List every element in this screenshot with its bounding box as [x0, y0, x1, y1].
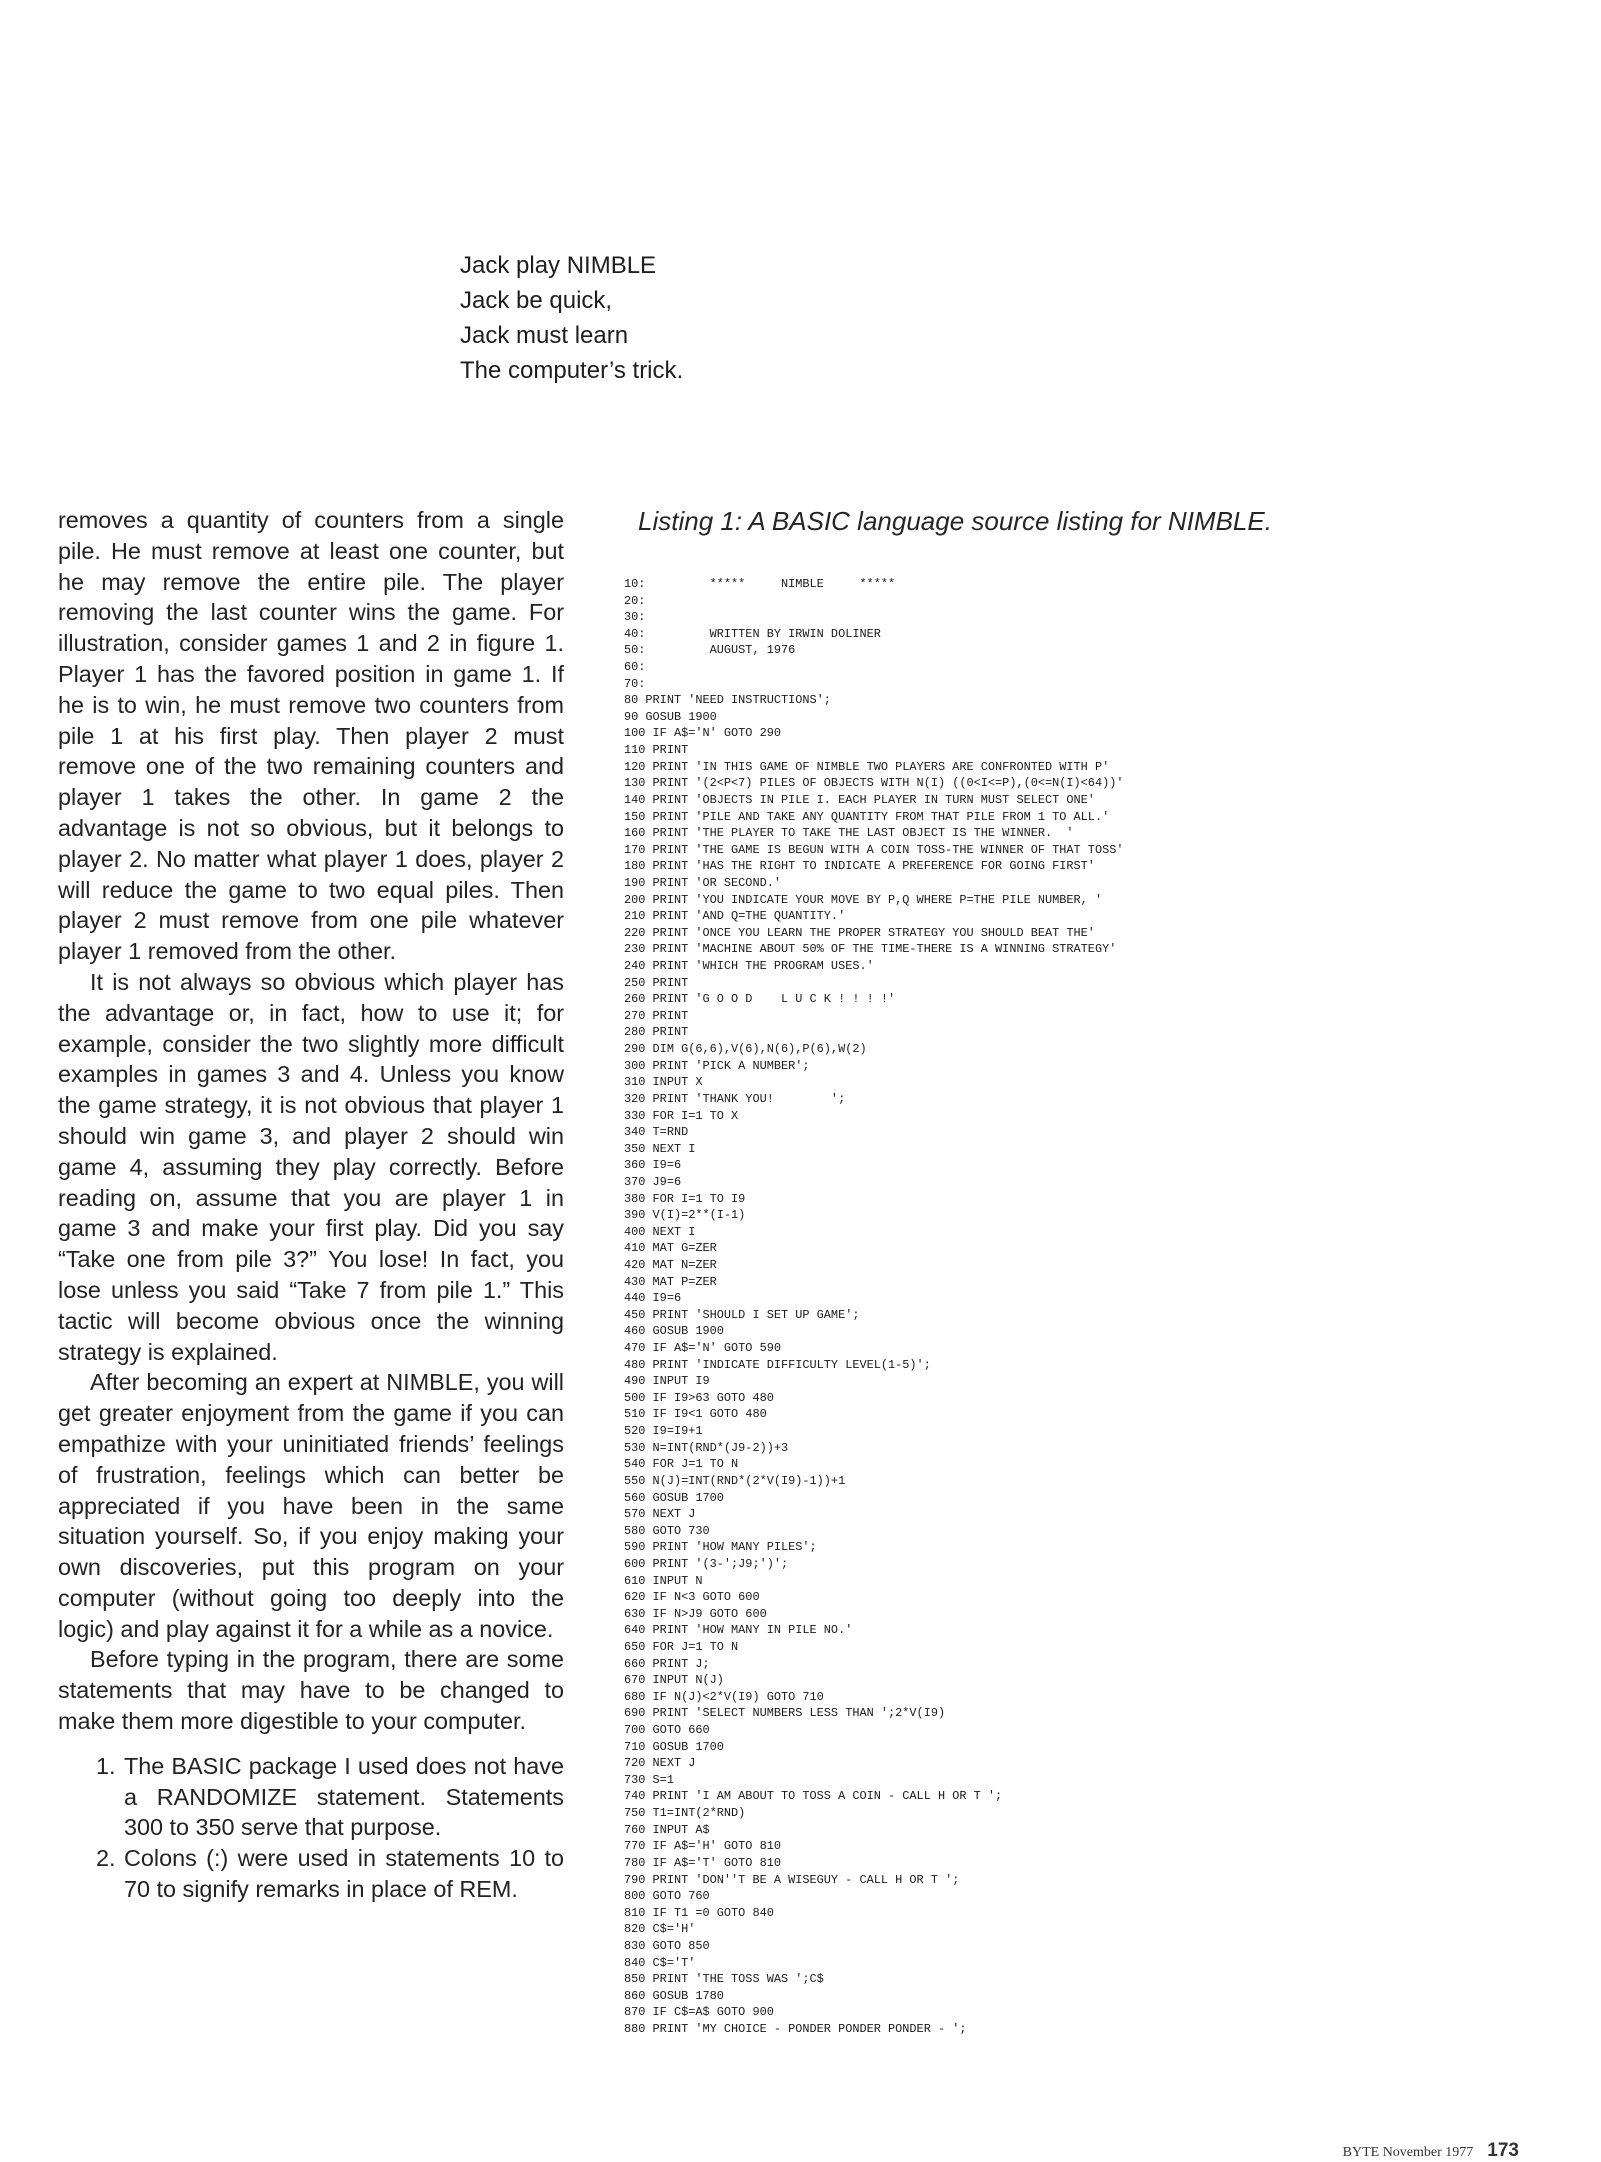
code-line: 770 IF A$='H' GOTO 810: [624, 1839, 781, 1854]
code-line: 360 I9=6: [624, 1158, 682, 1173]
code-line: 150 PRINT 'PILE AND TAKE ANY QUANTITY FROM THAT PILE FROM 1 TO ALL.': [624, 809, 1110, 824]
code-line: 580 GOTO 730: [624, 1523, 710, 1538]
code-line: 40: WRITTEN BY IRWIN DOLINER: [624, 626, 881, 641]
code-listing: [624, 576, 1124, 2038]
code-line: 90 GOSUB 1900: [624, 709, 717, 724]
poem: [460, 248, 683, 388]
code-line: 460 GOSUB 1900: [624, 1324, 724, 1339]
code-line: 790 PRINT 'DON''T BE A WISEGUY - CALL H OR T ';: [624, 1872, 960, 1887]
list-item: 1. The BASIC package I used does not have a RANDOMIZE statement. Statements 300 to 350 serve that purpose.: [122, 1751, 564, 1843]
code-line: 260 PRINT 'G O O D L U C K ! ! ! !': [624, 992, 896, 1007]
code-line: 230 PRINT 'MACHINE ABOUT 50% OF THE TIME-THERE IS A WINNING STRATEGY': [624, 942, 1117, 957]
code-line: 60:: [624, 660, 646, 675]
code-line: 710 GOSUB 1700: [624, 1739, 724, 1754]
poem-line: Jack play NIMBLE: [460, 252, 657, 279]
code-line: 810 IF T1 =0 GOTO 840: [624, 1905, 774, 1920]
code-line: 700 GOTO 660: [624, 1723, 710, 1738]
code-line: 350 NEXT I: [624, 1141, 696, 1156]
code-line: 510 IF I9<1 GOTO 480: [624, 1407, 767, 1422]
code-line: 740 PRINT 'I AM ABOUT TO TOSS A COIN - CALL H OR T ';: [624, 1789, 1003, 1804]
code-line: 300 PRINT 'PICK A NUMBER';: [624, 1058, 810, 1073]
code-line: 200 PRINT 'YOU INDICATE YOUR MOVE BY P,Q WHERE P=THE PILE NUMBER, ': [624, 892, 1103, 907]
code-line: 50: AUGUST, 1976: [624, 643, 796, 658]
code-line: 780 IF A$='T' GOTO 810: [624, 1855, 781, 1870]
code-line: 620 IF N<3 GOTO 600: [624, 1590, 760, 1605]
code-line: 850 PRINT 'THE TOSS WAS ';C$: [624, 1972, 824, 1987]
poem-line: Jack be quick,: [460, 287, 613, 314]
code-line: 340 T=RND: [624, 1125, 689, 1140]
article-paragraph: It is not always so obvious which player has the advantage or, in fact, how to use it; for example, consider the two slightly more difficult examples in games 3 and 4. Unless you know the game strategy, it is not obvious that player 1 should win game 3, and player 2 should win game 4, assuming they play correctly. Before reading on, assume that you are player 1 in game 3 and make your first play. Did you say “Take one from pile 3?” You lose! In fact, you lose unless you said “Take 7 from pile 1.” This tactic will become obvious once the winning strategy is explained.: [58, 968, 564, 1365]
code-line: 720 NEXT J: [624, 1756, 696, 1771]
code-line: 800 GOTO 760: [624, 1889, 710, 1904]
code-line: 480 PRINT 'INDICATE DIFFICULTY LEVEL(1-5)';: [624, 1357, 931, 1372]
code-line: 680 IF N(J)<2*V(I9) GOTO 710: [624, 1689, 824, 1704]
code-line: 270 PRINT: [624, 1008, 689, 1023]
code-line: 190 PRINT 'OR SECOND.': [624, 875, 781, 890]
code-line: 70:: [624, 676, 646, 691]
code-line: 220 PRINT 'ONCE YOU LEARN THE PROPER STRATEGY YOU SHOULD BEAT THE': [624, 925, 1095, 940]
code-line: 160 PRINT 'THE PLAYER TO TAKE THE LAST OBJECT IS THE WINNER. ': [624, 826, 1074, 841]
code-line: 870 IF C$=A$ GOTO 900: [624, 2005, 774, 2020]
code-line: 640 PRINT 'HOW MANY IN PILE NO.': [624, 1623, 853, 1638]
code-line: 140 PRINT 'OBJECTS IN PILE I. EACH PLAYER IN TURN MUST SELECT ONE': [624, 792, 1095, 807]
code-line: 170 PRINT 'THE GAME IS BEGUN WITH A COIN TOSS-THE WINNER OF THAT TOSS': [624, 842, 1124, 857]
article-column: [58, 505, 564, 1905]
article-paragraph: removes a quantity of counters from a single pile. He must remove at least one counter, but he may remove the entire pile. The player removing the last counter wins the game. For illustration, consider games 1 and 2 in figure 1. Player 1 has the favored position in game 1. If he is to win, he must remove two counters from pile 1 at his first play. Then player 2 must remove one of the two remaining counters and player 1 takes the other. In game 2 the advantage is not so obvious, but it belongs to player 2. No matter what player 1 does, player 2 will reduce the game to two equal piles. Then player 2 must remove from one pile whatever player 1 removed from the other.: [58, 507, 564, 965]
code-line: 280 PRINT: [624, 1025, 689, 1040]
code-line: 420 MAT N=ZER: [624, 1257, 717, 1272]
article-paragraph: Before typing in the program, there are some statements that may have to be changed to make them more digestible to your computer.: [58, 1646, 564, 1735]
code-line: 690 PRINT 'SELECT NUMBERS LESS THAN ';2*V(I9): [624, 1706, 946, 1721]
code-line: 570 NEXT J: [624, 1507, 696, 1522]
code-line: 540 FOR J=1 TO N: [624, 1457, 739, 1472]
code-line: 330 FOR I=1 TO X: [624, 1108, 739, 1123]
code-line: 610 INPUT N: [624, 1573, 703, 1588]
publication-name: BYTE November 1977: [1342, 2145, 1474, 2160]
code-line: 500 IF I9>63 GOTO 480: [624, 1390, 774, 1405]
code-line: 390 V(I)=2**(I-1): [624, 1208, 746, 1223]
code-line: 110 PRINT: [624, 743, 689, 758]
code-line: 400 NEXT I: [624, 1224, 696, 1239]
listing-caption: Listing 1: A BASIC language source listing for NIMBLE.: [638, 506, 1272, 536]
code-line: 440 I9=6: [624, 1291, 682, 1306]
code-line: 20:: [624, 593, 646, 608]
code-line: 240 PRINT 'WHICH THE PROGRAM USES.': [624, 959, 874, 974]
code-line: 860 GOSUB 1780: [624, 1988, 724, 2003]
code-line: 650 FOR J=1 TO N: [624, 1640, 739, 1654]
code-line: 410 MAT G=ZER: [624, 1241, 717, 1256]
code-line: 310 INPUT X: [624, 1075, 703, 1090]
code-line: 120 PRINT 'IN THIS GAME OF NIMBLE TWO PLAYERS ARE CONFRONTED WITH P': [624, 759, 1110, 774]
code-line: 730 S=1: [624, 1772, 674, 1787]
page-footer: [1343, 2140, 1519, 2162]
poem-line: The computer’s trick.: [460, 357, 684, 384]
code-line: 100 IF A$='N' GOTO 290: [624, 726, 781, 741]
code-line: 600 PRINT '(3-';J9;')';: [624, 1556, 789, 1571]
list-item: 2. Colons (:) were used in statements 10 to 70 to signify remarks in place of REM.: [122, 1843, 564, 1905]
code-line: 590 PRINT 'HOW MANY PILES';: [624, 1540, 817, 1555]
code-line: 530 N=INT(RND*(J9-2))+3: [624, 1440, 789, 1455]
code-line: 210 PRINT 'AND Q=THE QUANTITY.': [624, 909, 846, 924]
code-line: 450 PRINT 'SHOULD I SET UP GAME';: [624, 1307, 860, 1322]
code-line: 380 FOR I=1 TO I9: [624, 1191, 746, 1206]
code-line: 550 N(J)=INT(RND*(2*V(I9)-1))+1: [624, 1473, 846, 1488]
code-line: 820 C$='H': [624, 1922, 696, 1937]
code-line: 80 PRINT 'NEED INSTRUCTIONS';: [624, 693, 831, 708]
code-line: 430 MAT P=ZER: [624, 1274, 717, 1289]
code-line: 490 INPUT I9: [624, 1374, 710, 1389]
code-line: 750 T1=INT(2*RND): [624, 1806, 746, 1821]
code-line: 520 I9=I9+1: [624, 1424, 703, 1439]
code-line: 830 GOTO 850: [624, 1938, 710, 1953]
article-paragraph: After becoming an expert at NIMBLE, you will get greater enjoyment from the game if you can empathize with your uninitiated friends’ feelings of frustration, feelings which can better be appreciated if you have been in the same situation yourself. So, if you enjoy making your own discoveries, put this program on your computer (without going too deeply into the logic) and play against it for a while as a novice.: [58, 1369, 564, 1642]
code-line: 370 J9=6: [624, 1174, 682, 1189]
code-line: 320 PRINT 'THANK YOU! ';: [624, 1091, 846, 1106]
code-line: 180 PRINT 'HAS THE RIGHT TO INDICATE A PREFERENCE FOR GOING FIRST': [624, 859, 1095, 874]
code-line: 30:: [624, 610, 646, 625]
code-line: 880 PRINT 'MY CHOICE - PONDER PONDER PONDER - ';: [624, 2022, 967, 2037]
code-line: 130 PRINT '(2<P<7) PILES OF OBJECTS WITH N(I) ((0<I<=P),(0<=N(I)<64))': [624, 776, 1124, 791]
code-line: 470 IF A$='N' GOTO 590: [624, 1341, 781, 1356]
code-line: 670 INPUT N(J): [624, 1673, 724, 1688]
code-line: 290 DIM G(6,6),V(6),N(6),P(6),W(2): [624, 1042, 867, 1057]
code-line: 250 PRINT: [624, 975, 689, 990]
code-line: 660 PRINT J;: [624, 1656, 710, 1671]
code-line: 10: ***** NIMBLE *****: [624, 577, 896, 591]
numbered-list: [58, 1751, 564, 1905]
code-line: 760 INPUT A$: [624, 1822, 710, 1837]
poem-line: Jack must learn: [460, 322, 629, 349]
page-number: 173: [1487, 2140, 1519, 2161]
code-line: 560 GOSUB 1700: [624, 1490, 724, 1505]
code-line: 840 C$='T': [624, 1955, 696, 1970]
code-line: 630 IF N>J9 GOTO 600: [624, 1606, 767, 1621]
